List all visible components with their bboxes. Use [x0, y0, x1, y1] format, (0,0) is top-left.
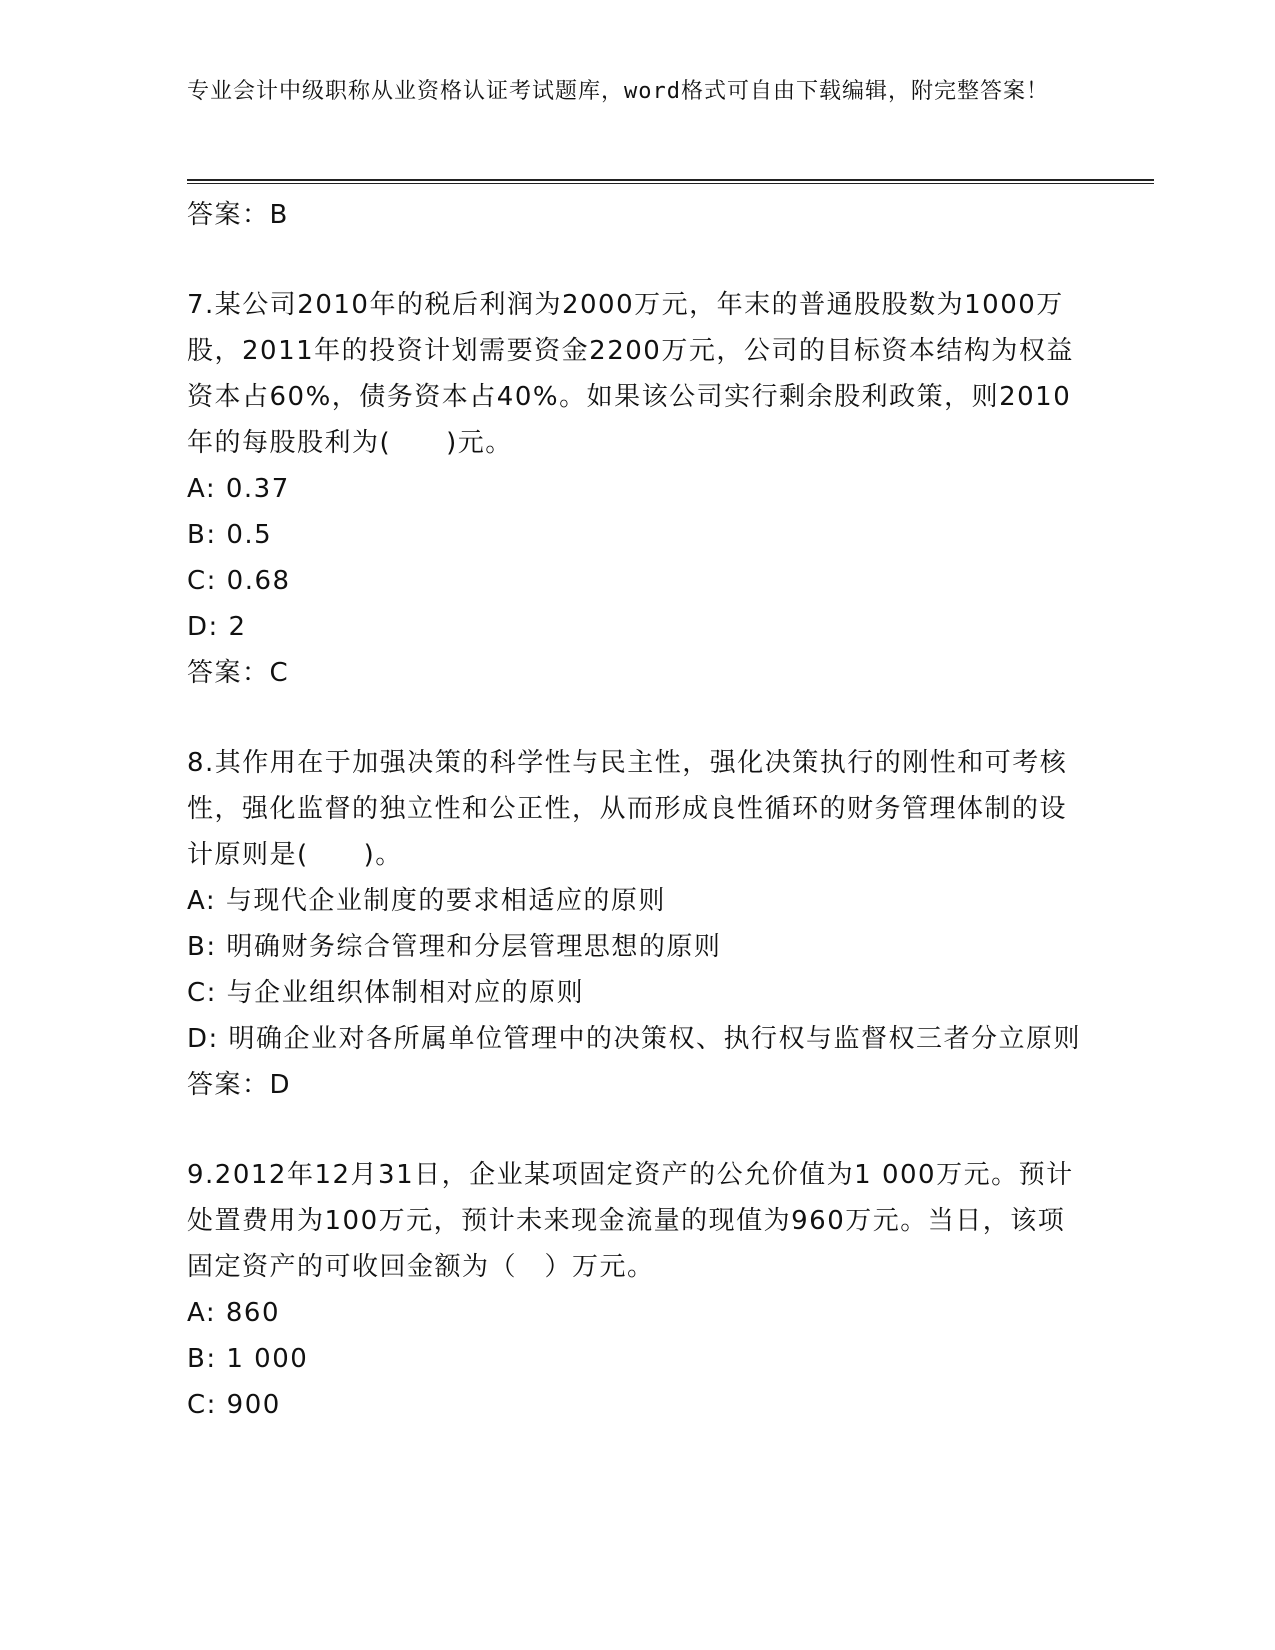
option-b: B: 0.5: [187, 520, 273, 550]
option-a: A: 0.37: [187, 474, 290, 504]
document-header: 专业会计中级职称从业资格认证考试题库，word格式可自由下载编辑，附完整答案！: [187, 79, 1049, 104]
question-text: 9.2012年12月31日，企业某项固定资产的公允价值为1 000万元。预计处置费用为100万元，预计未来现金流量的现值为960万元。当日，该项固定资产的可收回金额为（ ）万元。: [187, 1160, 1074, 1282]
option-c: C: 与企业组织体制相对应的原则: [187, 978, 585, 1008]
option-c: C: 0.68: [187, 566, 291, 596]
option-d: D: 明确企业对各所属单位管理中的决策权、执行权与监督权三者分立原则: [187, 1024, 1082, 1054]
question-text: 7.某公司2010年的税后利润为2000万元，年末的普通股股数为1000万股，2011年的投资计划需要资金2200万元，公司的目标资本结构为权益资本占60%，债务资本占40%。如果该公司实行剩余股利政策，则2010年的每股股利为( )元。: [187, 290, 1074, 458]
answer: 答案：C: [187, 658, 290, 688]
option-b: B: 明确财务综合管理和分层管理思想的原则: [187, 932, 722, 962]
previous-answer: 答案：B: [187, 200, 289, 230]
question-9: [187, 1152, 1087, 1428]
option-c: C: 900: [187, 1390, 281, 1420]
option-a: A: 与现代企业制度的要求相适应的原则: [187, 886, 666, 916]
question-7: [187, 282, 1087, 696]
option-d: D: 2: [187, 612, 247, 642]
question-list: [187, 186, 1087, 1428]
header-rule-thick: [187, 179, 1154, 181]
option-b: B: 1 000: [187, 1344, 309, 1374]
question-text: 8.其作用在于加强决策的科学性与民主性，强化决策执行的刚性和可考核性，强化监督的独立性和公正性，从而形成良性循环的财务管理体制的设计原则是( )。: [187, 748, 1068, 870]
question-8: [187, 740, 1087, 1108]
option-a: A: 860: [187, 1298, 280, 1328]
answer: 答案：D: [187, 1070, 292, 1100]
header-rule-thin: [187, 183, 1154, 184]
